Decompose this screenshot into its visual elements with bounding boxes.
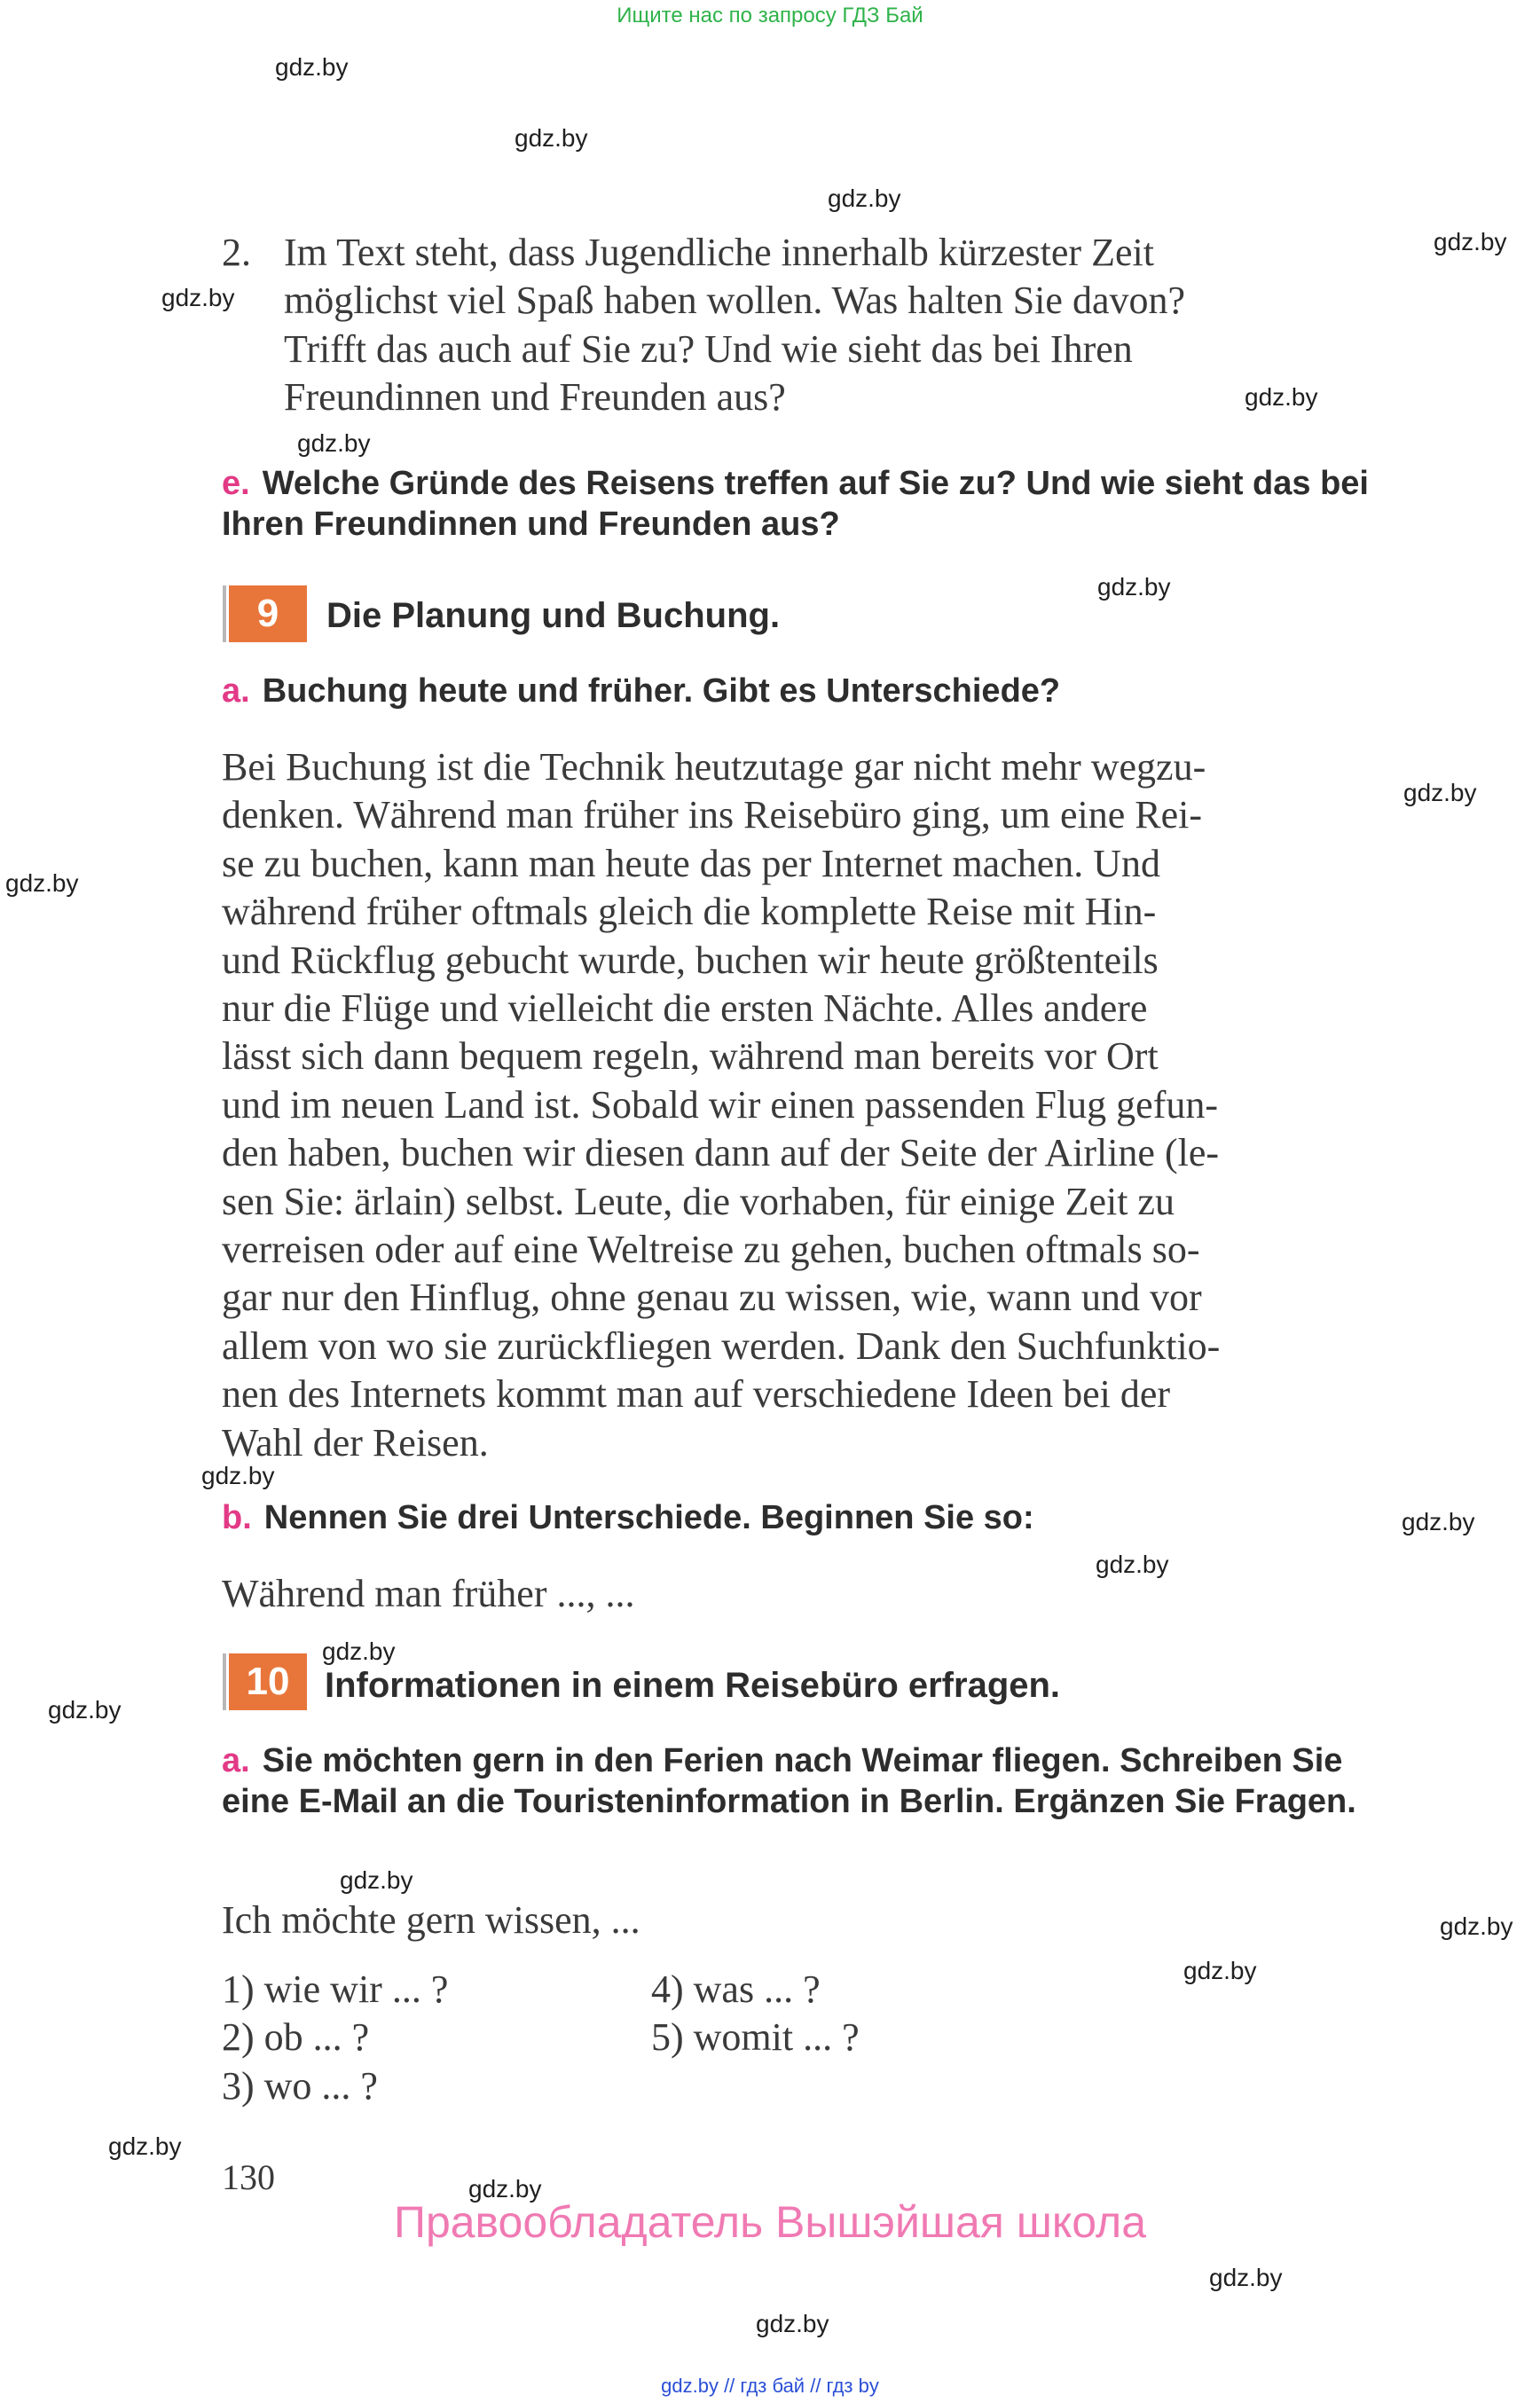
- section-9-title: Die Planung und Buchung.: [326, 596, 781, 635]
- question-item: 3) wo ... ?: [222, 2063, 378, 2108]
- watermark: gdz.by: [340, 1866, 413, 1894]
- question-item: 1) wie wir ... ?: [222, 1967, 449, 2011]
- exercise-2-line: Im Text steht, dass Jugendliche innerhalb kürzester Zeit: [284, 231, 1154, 274]
- questions-left-column: [222, 1966, 448, 2110]
- reading-line: se zu buchen, kann man heute das per Internet machen. Und: [222, 841, 1161, 885]
- exercise-2: [222, 229, 1410, 422]
- reading-line: sen Sie: ärlain) selbst. Leute, die vorhaben, für einige Zeit zu: [222, 1179, 1175, 1223]
- task-9b-letter: b.: [222, 1499, 252, 1536]
- task-e-text: Welche Gründe des Reisens treffen auf Sie zu? Und wie sieht das bei Ihren Freundinnen und Freunden aus?: [222, 465, 1369, 543]
- reading-line: verreisen oder auf eine Weltreise zu gehen, buchen oftmals so-: [222, 1228, 1200, 1272]
- reading-line: lässt sich dann bequem regeln, während man bereits vor Ort: [222, 1034, 1159, 1079]
- watermark: gdz.by: [48, 1696, 122, 1724]
- watermark: gdz.by: [1434, 228, 1507, 255]
- exercise-2-line: Trifft das auch auf Sie zu? Und wie sieht das bei Ihren: [284, 326, 1133, 371]
- exercise-2-text: [284, 229, 1410, 422]
- task-e-letter: e.: [222, 465, 250, 502]
- questions-right-column: [651, 1966, 860, 2062]
- question-item: 2) ob ... ?: [222, 2015, 370, 2060]
- watermark: gdz.by: [515, 124, 588, 152]
- reading-line: nen des Internets kommt man auf verschiedene Ideen bei der: [222, 1372, 1171, 1417]
- watermark: gdz.by: [1403, 779, 1477, 806]
- watermark: gdz.by: [1096, 1551, 1169, 1578]
- footer-links[interactable]: gdz.by // гдз бай // гдз by: [661, 2375, 879, 2397]
- exercise-2-line: möglichst viel Spaß haben wollen. Was halten Sie davon?: [284, 279, 1185, 323]
- reading-line: nur die Flüge und vielleicht die ersten Nächte. Alles andere: [222, 986, 1148, 1031]
- reading-line: allem von wo sie zurückfliegen werden. Dank den Suchfunktio-: [222, 1323, 1221, 1368]
- task-9a-text: Buchung heute und früher. Gibt es Unterschiede?: [262, 672, 1061, 710]
- watermark: gdz.by: [1245, 383, 1318, 411]
- exercise-2-line: Freundinnen und Freunden aus?: [284, 375, 786, 420]
- question-item: 5) womit ... ?: [651, 2015, 860, 2060]
- watermark: gdz.by: [201, 1462, 275, 1489]
- task-9b-starter: Während man früher ..., ...: [222, 1572, 635, 1615]
- task-9a-letter: a.: [222, 672, 250, 710]
- reading-line: Wahl der Reisen.: [222, 1420, 489, 1465]
- watermark: gdz.by: [161, 284, 235, 311]
- reading-line: den haben, buchen wir diesen dann auf der Seite der Airline (le-: [222, 1131, 1220, 1175]
- reading-text: [222, 743, 1410, 1467]
- copyright-notice: Правообладатель Вышэйшая школа: [394, 2197, 1146, 2247]
- reading-line: während früher oftmals gleich die komplette Reise mit Hin-: [222, 890, 1157, 934]
- reading-line: gar nur den Hinflug, ohne genau zu wissen, wie, wann und vor: [222, 1276, 1202, 1320]
- watermark: gdz.by: [1097, 573, 1171, 601]
- watermark: gdz.by: [1183, 1957, 1257, 1984]
- watermark: gdz.by: [828, 185, 901, 212]
- reading-line: denken. Während man früher ins Reisebüro ging, um eine Rei-: [222, 793, 1202, 837]
- section-10-number-badge: 10: [229, 1653, 307, 1710]
- watermark: gdz.by: [756, 2310, 829, 2337]
- task-e: [222, 463, 1410, 545]
- top-banner: Ищите нас по запросу ГДЗ Бай: [617, 4, 923, 27]
- page-number: 130: [222, 2157, 275, 2197]
- reading-line: und Rückflug gebucht wurde, buchen wir heute größtenteils: [222, 938, 1159, 982]
- task-10a: [222, 1740, 1410, 1822]
- watermark: gdz.by: [297, 429, 371, 457]
- question-item: 4) was ... ?: [651, 1967, 821, 2011]
- section-9-number-badge: 9: [229, 585, 307, 642]
- watermark: gdz.by: [1440, 1912, 1513, 1940]
- task-10a-letter: a.: [222, 1742, 250, 1779]
- watermark: gdz.by: [1402, 1508, 1475, 1535]
- watermark: gdz.by: [1209, 2264, 1283, 2291]
- task-9b-text: Nennen Sie drei Unterschiede. Beginnen Sie so:: [263, 1499, 1034, 1536]
- task-9b: [222, 1497, 1410, 1538]
- watermark: gdz.by: [275, 53, 349, 81]
- watermark: gdz.by: [108, 2132, 182, 2160]
- reading-line: Bei Buchung ist die Technik heutzutage gar nicht mehr wegzu-: [222, 745, 1206, 789]
- task-10a-starter: Ich möchte gern wissen, ...: [222, 1898, 640, 1942]
- task-10a-text: Sie möchten gern in den Ferien nach Weimar fliegen. Schreiben Sie eine E-Mail an die Touristeninformation in Berlin. Ergänzen Sie Fragen.: [222, 1742, 1356, 1820]
- watermark: gdz.by: [5, 869, 79, 897]
- watermark: gdz.by: [322, 1637, 396, 1665]
- section-10-title: Informationen in einem Reisebüro erfragen.: [325, 1666, 1061, 1705]
- reading-line: und im neuen Land ist. Sobald wir einen passenden Flug gefun-: [222, 1082, 1219, 1127]
- task-9a: [222, 671, 1410, 711]
- watermark: gdz.by: [468, 2175, 542, 2203]
- exercise-2-number: 2.: [222, 231, 251, 274]
